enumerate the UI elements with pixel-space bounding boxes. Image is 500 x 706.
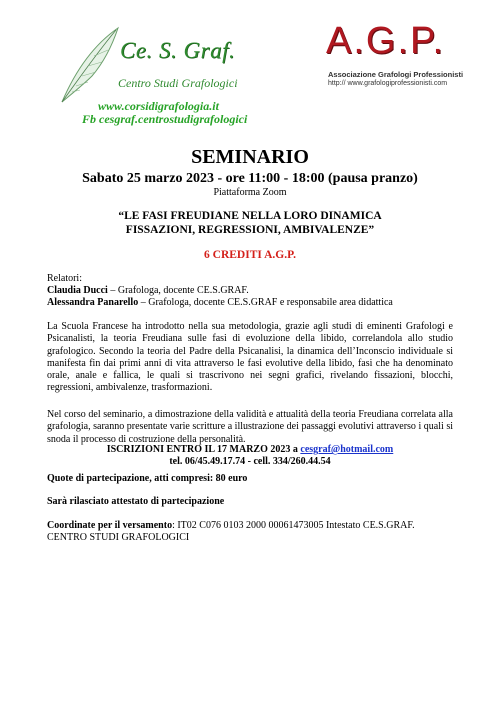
seminar-date: Sabato 25 marzo 2023 - ore 11:00 - 18:00 (pausa pranzo) bbox=[82, 171, 418, 186]
facebook-link[interactable]: Fb cesgraf.centrostudigrafologici bbox=[82, 112, 248, 126]
speaker-role: – Grafologa, docente CE.S.GRAF e responsabile area didattica bbox=[138, 297, 393, 308]
speakers-label: Relatori: bbox=[47, 273, 82, 284]
credits-label: 6 CREDITI A.G.P. bbox=[204, 249, 296, 261]
agp-title: A.G.P. bbox=[326, 20, 446, 62]
phone-numbers: tel. 06/45.49.17.74 - cell. 334/260.44.54 bbox=[169, 456, 331, 467]
agp-website[interactable]: http:// www.grafologiprofessionisti.com bbox=[328, 80, 448, 87]
platform-label: Piattaforma Zoom bbox=[213, 187, 287, 198]
enrollment-text: ISCRIZIONI ENTRO IL 17 MARZO 2023 a bbox=[106, 444, 301, 455]
website-link[interactable]: www.corsidigrafologia.it bbox=[98, 99, 219, 113]
fees-label: Quote di partecipazione, atti compresi: 80 euro bbox=[47, 473, 248, 484]
cesgraf-logo bbox=[48, 20, 248, 110]
seminar-title: SEMINARIO bbox=[191, 146, 309, 168]
topic-line-2: FISSAZIONI, REGRESSIONI, AMBIVALENZE” bbox=[125, 224, 375, 236]
quill-feather-icon bbox=[54, 24, 124, 106]
payment-holder: CENTRO STUDI GRAFOLOGICI bbox=[47, 532, 190, 543]
description-paragraph: La Scuola Francese ha introdotto nella sua metodologia, grazie agli studi di eminenti Grafologi e Psicanalisti, la teoria Freudiana sulle fasi di evoluzione della libido, correlandola allo studio grafologico. Secondo la teoria del Padre della Psicanalisi, la dinamica dell’Inconscio individuale si manifesta fin dai primi anni di vita attraverso le fasi evolutive della libido, fasi che ha denominato orale, anale e fallica, le quali si trascrivono nei segni grafici, rivelando fissazioni, blocchi, regressioni, ambivalenze, trasformazioni. bbox=[47, 321, 453, 394]
speaker-item bbox=[47, 285, 249, 297]
cesgraf-subtitle: Centro Studi Grafologici bbox=[118, 76, 238, 90]
speaker-name: Claudia Ducci bbox=[47, 285, 108, 296]
topic-line-1: “LE FASI FREUDIANE NELLA LORO DINAMICA bbox=[118, 210, 382, 222]
cesgraf-title: Ce. S. Graf. bbox=[120, 38, 236, 63]
agp-logo bbox=[318, 20, 468, 94]
speaker-role: – Grafologa, docente CE.S.GRAF. bbox=[107, 285, 249, 296]
payment-label: Coordinate per il versamento bbox=[47, 520, 173, 531]
enrollment-deadline bbox=[0, 444, 500, 455]
description-paragraph: Nel corso del seminario, a dimostrazione della validità e attualità della teoria Freudiana correlata alla grafologia, saranno presentate varie scritture a illustrazione dei passaggi evolutivi attraverso i quali si snoda il processo di costruzione della personalità. bbox=[47, 409, 453, 445]
email-link[interactable]: cesgraf@hotmail.com bbox=[300, 444, 394, 455]
speaker-item bbox=[47, 297, 393, 309]
agp-org-name: Associazione Grafologi Professionisti bbox=[328, 70, 464, 79]
payment-details bbox=[47, 520, 415, 532]
certificate-label: Sarà rilasciato attestato di partecipazione bbox=[47, 496, 225, 507]
payment-iban: : IT02 C076 0103 2000 00061473005 Intestato CE.S.GRAF. bbox=[172, 520, 415, 531]
speaker-name: Alessandra Panarello bbox=[47, 297, 139, 308]
